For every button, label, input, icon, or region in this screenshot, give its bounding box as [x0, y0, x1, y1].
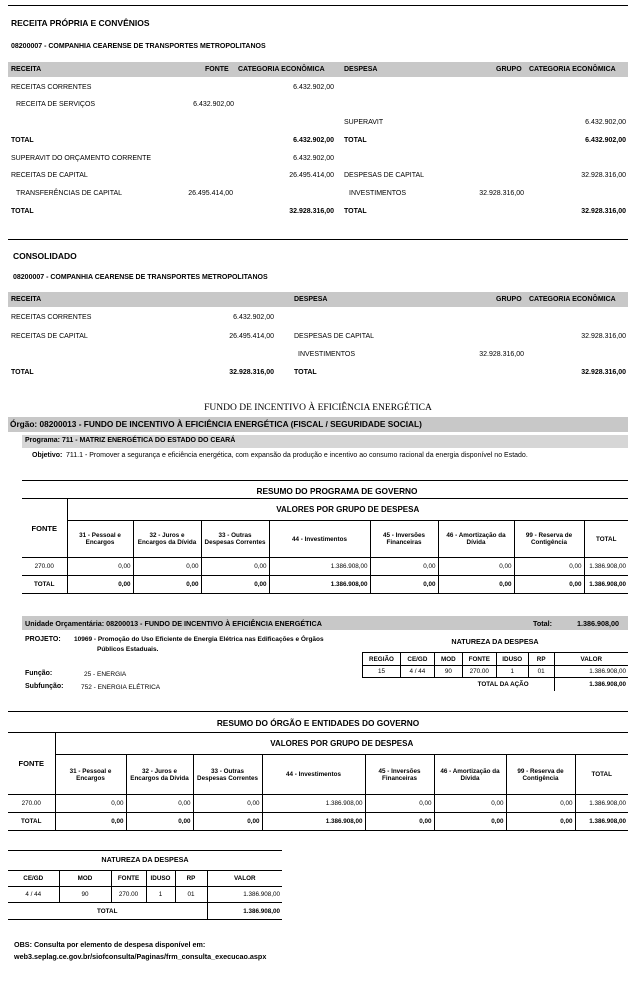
- cell: 1.386.908,00: [584, 576, 628, 594]
- cell: TOTAL: [8, 813, 55, 831]
- cell: 0,00: [67, 558, 133, 576]
- cell: 1.386.908,00: [262, 795, 365, 813]
- total-label: TOTAL: [11, 208, 34, 215]
- cell: 0,00: [133, 558, 201, 576]
- table-row: [363, 666, 629, 678]
- table-row: [22, 558, 628, 576]
- col-header: CE/GD: [8, 871, 59, 887]
- cell: 1.386.908,00: [262, 813, 365, 831]
- cell: 0,00: [365, 813, 434, 831]
- row-label: DESPESAS DE CAPITAL: [294, 333, 375, 340]
- cell: 0,00: [193, 813, 262, 831]
- row-label: RECEITA DE SERVIÇOS: [16, 101, 96, 108]
- unidade-total: 1.386.908,00: [577, 619, 619, 628]
- cell: 1.386.908,00: [554, 666, 628, 678]
- col-categoria-2: CATEGORIA ECONÔMICA: [529, 66, 616, 73]
- resumo-programa-table: [22, 498, 628, 594]
- col-despesa: DESPESA: [344, 66, 378, 73]
- row-label: RECEITAS DE CAPITAL: [11, 172, 88, 179]
- cell: TOTAL DA AÇÃO: [363, 678, 555, 691]
- col-header: 46 - Amortização da Dívida: [438, 521, 514, 558]
- row-value: 32.928.316,00: [581, 172, 626, 179]
- row-value: 32.928.316,00: [479, 351, 524, 358]
- cell: 0,00: [370, 576, 438, 594]
- col-receita: RECEITA: [11, 66, 42, 73]
- natureza-table: [362, 652, 628, 691]
- cell: TOTAL: [8, 903, 207, 920]
- cell: 0,00: [193, 795, 262, 813]
- cell: 0,00: [55, 795, 126, 813]
- row-label: RECEITAS CORRENTES: [11, 314, 92, 321]
- row-label: DESPESAS DE CAPITAL: [344, 172, 425, 179]
- row-value: 32.928.316,00: [479, 190, 524, 197]
- col-header: RP: [175, 871, 207, 887]
- cell: 0,00: [514, 558, 584, 576]
- col-header: RP: [528, 653, 554, 666]
- col-header: 99 - Reserva de Contigência: [514, 521, 584, 558]
- cell: 1.386.908,00: [584, 558, 628, 576]
- section-title: CONSOLIDADO: [13, 251, 77, 261]
- col-header: MOD: [59, 871, 111, 887]
- cell: 270.00: [8, 795, 55, 813]
- total-label: TOTAL: [11, 137, 34, 144]
- obs-text: OBS: Consulta por elemento de despesa disponível em:: [14, 940, 206, 949]
- cell: 0,00: [434, 813, 506, 831]
- cell: 01: [175, 887, 207, 903]
- fonte-header: FONTE: [22, 499, 67, 558]
- row-value: 26.495.414,00: [289, 172, 334, 179]
- row-label: RECEITAS DE CAPITAL: [11, 333, 88, 340]
- grupo-header: VALORES POR GRUPO DE DESPESA: [67, 499, 628, 521]
- cell: 1.386.908,00: [207, 903, 282, 920]
- cell: 0,00: [506, 813, 575, 831]
- row-value: 26.495.414,00: [188, 190, 233, 197]
- fund-heading: FUNDO DE INCENTIVO À EFICIÊNCIA ENERGÉTICA: [204, 403, 432, 413]
- total-row: [8, 813, 628, 831]
- resumo-orgao-table: [8, 732, 628, 831]
- natureza-title: NATUREZA DA DESPESA: [451, 637, 539, 646]
- cell: 0,00: [126, 795, 193, 813]
- cell: TOTAL: [22, 576, 67, 594]
- cell: 90: [434, 666, 462, 678]
- row-value: 6.432.902,00: [193, 101, 234, 108]
- cell: 0,00: [55, 813, 126, 831]
- cell: 0,00: [201, 576, 269, 594]
- fonte-header: FONTE: [8, 733, 55, 795]
- cell: 0,00: [506, 795, 575, 813]
- row-value: 6.432.902,00: [293, 155, 334, 162]
- col-header: IDUSO: [146, 871, 175, 887]
- cell: 0,00: [438, 558, 514, 576]
- total-value: 32.928.316,00: [581, 208, 626, 215]
- row-value: 26.495.414,00: [229, 333, 274, 340]
- programa-label: Programa: 711 - MATRIZ ENERGÉTICA DO ESTADO DO CEARÁ: [25, 437, 236, 444]
- cell: 0,00: [365, 795, 434, 813]
- total-label: TOTAL: [11, 369, 34, 376]
- total-row: [8, 903, 282, 920]
- cell: 1.386.908,00: [269, 558, 370, 576]
- total-row: [363, 678, 629, 691]
- unidade-total-label: Total:: [533, 619, 553, 628]
- col-header: 99 - Reserva de Contigência: [506, 755, 575, 795]
- col-header: 32 - Juros e Encargos da Dívida: [126, 755, 193, 795]
- funcao-label: Função:: [25, 670, 53, 677]
- total-value: 6.432.902,00: [293, 137, 334, 144]
- col-header: FONTE: [111, 871, 146, 887]
- col-header: 44 - Investimentos: [262, 755, 365, 795]
- objetivo-text: 711.1 - Promover a segurança e eficiência energética, com expansão da produção e incentivo ao consumo racional da energia disponível no Estado.: [66, 452, 528, 459]
- natureza-2-title: NATUREZA DA DESPESA: [101, 855, 189, 864]
- cell: 0,00: [514, 576, 584, 594]
- subfuncao-value: 752 - ENERGIA ELÉTRICA: [81, 684, 161, 691]
- col-categoria: CATEGORIA ECONÔMICA: [238, 66, 325, 73]
- resumo-title: RESUMO DO PROGRAMA DE GOVERNO: [256, 486, 418, 496]
- row-value: 32.928.316,00: [581, 333, 626, 340]
- resumo-orgao-title: RESUMO DO ÓRGÃO E ENTIDADES DO GOVERNO: [216, 718, 420, 728]
- total-label: TOTAL: [294, 369, 317, 376]
- cell: 4 / 44: [400, 666, 434, 678]
- col-header: 45 - Inversões Financeiras: [370, 521, 438, 558]
- cell: 1.386.908,00: [575, 813, 628, 831]
- col-header: 31 - Pessoal e Encargos: [55, 755, 126, 795]
- col-header: MOD: [434, 653, 462, 666]
- row-label: SUPERAVIT: [344, 119, 384, 126]
- cell: 4 / 44: [8, 887, 59, 903]
- col-header: TOTAL: [584, 521, 628, 558]
- entity-name: 08200007 - COMPANHIA CEARENSE DE TRANSPORTES METROPOLITANOS: [11, 43, 266, 50]
- row-label: TRANSFERÊNCIAS DE CAPITAL: [16, 190, 123, 197]
- funcao-value: 25 - ENERGIA: [84, 671, 127, 678]
- natureza-2-table: [8, 870, 282, 920]
- row-label: INVESTIMENTOS: [298, 351, 356, 358]
- col-fonte: FONTE: [205, 66, 229, 73]
- projeto-text: 10969 - Promoção do Uso Eficiente de Energia Elétrica nas Edificações e Órgãos: [74, 636, 324, 643]
- cell: 15: [363, 666, 401, 678]
- cell: 1: [496, 666, 528, 678]
- row-label: SUPERAVIT DO ORÇAMENTO CORRENTE: [11, 155, 152, 162]
- entity-name: 08200007 - COMPANHIA CEARENSE DE TRANSPORTES METROPOLITANOS: [13, 274, 268, 281]
- cell: 0,00: [438, 576, 514, 594]
- cell: 1.386.908,00: [575, 795, 628, 813]
- subfuncao-label: Subfunção:: [25, 683, 64, 690]
- row-value: 6.432.902,00: [293, 84, 334, 91]
- col-header: 46 - Amortização da Dívida: [434, 755, 506, 795]
- cell: 0,00: [201, 558, 269, 576]
- row-value: 6.432.902,00: [585, 119, 626, 126]
- cell: 0,00: [434, 795, 506, 813]
- cell: 1.386.908,00: [207, 887, 282, 903]
- col-header: VALOR: [554, 653, 628, 666]
- cell: 270.00: [22, 558, 67, 576]
- grupo-header: VALORES POR GRUPO DE DESPESA: [55, 733, 628, 755]
- col-header: CE/GD: [400, 653, 434, 666]
- orgao-label: Órgão: 08200013 - FUNDO DE INCENTIVO À EFICIÊNCIA ENERGÉTICA (FISCAL / SEGURIDADE SOCIAL): [10, 419, 422, 429]
- cell: 90: [59, 887, 111, 903]
- col-header: 33 - Outras Despesas Correntes: [193, 755, 262, 795]
- row-label: RECEITAS CORRENTES: [11, 84, 92, 91]
- row-value: 6.432.902,00: [233, 314, 274, 321]
- row-label: INVESTIMENTOS: [349, 190, 407, 197]
- table-row: [8, 887, 282, 903]
- col-header: FONTE: [462, 653, 496, 666]
- cell: 270.00: [111, 887, 146, 903]
- col-despesa: DESPESA: [294, 296, 328, 303]
- cell: 1.386.908,00: [269, 576, 370, 594]
- col-receita: RECEITA: [11, 296, 42, 303]
- col-header: 33 - Outras Despesas Correntes: [201, 521, 269, 558]
- total-value: 32.928.316,00: [289, 208, 334, 215]
- col-header: VALOR: [207, 871, 282, 887]
- projeto-text-2: Públicos Estaduais.: [97, 646, 159, 653]
- total-label: TOTAL: [344, 208, 367, 215]
- col-header: IDUSO: [496, 653, 528, 666]
- col-header: REGIÃO: [363, 653, 401, 666]
- col-header: 31 - Pessoal e Encargos: [67, 521, 133, 558]
- objetivo-label: Objetivo:: [32, 452, 63, 459]
- cell: 0,00: [370, 558, 438, 576]
- col-header: TOTAL: [575, 755, 628, 795]
- cell: 0,00: [133, 576, 201, 594]
- total-label: TOTAL: [344, 137, 367, 144]
- col-header: 32 - Juros e Encargos da Dívida: [133, 521, 201, 558]
- col-grupo: GRUPO: [496, 66, 522, 73]
- total-row: [22, 576, 628, 594]
- obs-link[interactable]: web3.seplag.ce.gov.br/siofconsulta/Paginas/frm_consulta_execucao.aspx: [14, 952, 267, 961]
- cell: 1.386.908,00: [554, 678, 628, 691]
- cell: 270.00: [462, 666, 496, 678]
- total-value: 32.928.316,00: [229, 369, 274, 376]
- projeto-label: PROJETO:: [25, 636, 61, 643]
- cell: 0,00: [67, 576, 133, 594]
- table-row: [8, 795, 628, 813]
- section-title: RECEITA PRÓPRIA E CONVÊNIOS: [11, 18, 150, 28]
- total-value: 32.928.316,00: [581, 369, 626, 376]
- cell: 01: [528, 666, 554, 678]
- col-grupo: GRUPO: [496, 296, 522, 303]
- unidade-label: Unidade Orçamentária: 08200013 - FUNDO DE INCENTIVO À EFICIÊNCIA ENERGÉTICA: [25, 619, 322, 628]
- cell: 0,00: [126, 813, 193, 831]
- col-header: 44 - Investimentos: [269, 521, 370, 558]
- cell: 1: [146, 887, 175, 903]
- col-header: 45 - Inversões Financeiras: [365, 755, 434, 795]
- col-categoria: CATEGORIA ECONÔMICA: [529, 296, 616, 303]
- total-value: 6.432.902,00: [585, 137, 626, 144]
